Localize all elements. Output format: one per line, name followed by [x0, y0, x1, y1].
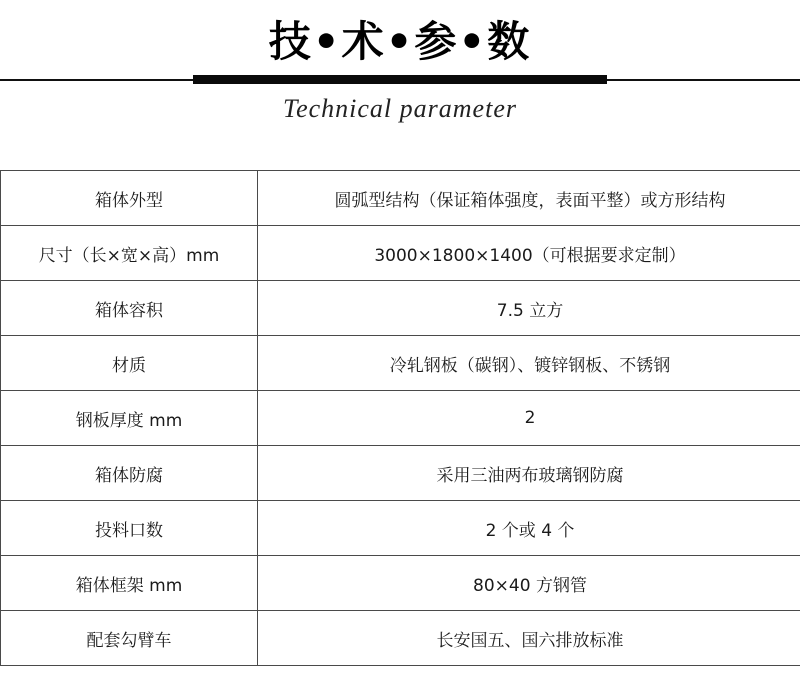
parameter-label: 箱体容积 — [1, 281, 258, 336]
table-row — [1, 446, 800, 501]
table-row — [1, 501, 800, 556]
parameter-value: 2 — [258, 391, 800, 446]
parameter-label: 配套勾臂车 — [1, 611, 258, 666]
parameter-label: 钢板厚度 mm — [1, 391, 258, 446]
page-title: 技•术•参•数 — [268, 17, 532, 66]
parameter-label: 尺寸（长×宽×高）mm — [1, 226, 258, 281]
header-accent-bar — [193, 75, 607, 84]
parameter-label: 箱体外型 — [1, 171, 258, 226]
table-row — [1, 556, 800, 611]
parameter-value: 冷轧钢板（碳钢）、镀锌钢板、不锈钢 — [258, 336, 800, 391]
parameter-value: 长安国五、国六排放标准 — [258, 611, 800, 666]
parameter-label: 投料口数 — [1, 501, 258, 556]
table-row — [1, 336, 800, 391]
table-row — [1, 611, 800, 666]
parameter-value: 圆弧型结构（保证箱体强度，表面平整）或方形结构 — [258, 171, 800, 226]
parameter-label: 箱体框架 mm — [1, 556, 258, 611]
parameter-table — [0, 170, 800, 666]
table-row — [1, 281, 800, 336]
parameter-value: 3000×1800×1400（可根据要求定制） — [258, 226, 800, 281]
parameter-value: 2 个或 4 个 — [258, 501, 800, 556]
parameter-value: 7.5 立方 — [258, 281, 800, 336]
table-row — [1, 391, 800, 446]
parameter-value: 80×40 方钢管 — [258, 556, 800, 611]
table-row — [1, 226, 800, 281]
table-row — [1, 171, 800, 226]
page-subtitle: Technical parameter — [283, 94, 517, 123]
parameter-label: 箱体防腐 — [1, 446, 258, 501]
parameter-value: 采用三油两布玻璃钢防腐 — [258, 446, 800, 501]
parameter-label: 材质 — [1, 336, 258, 391]
